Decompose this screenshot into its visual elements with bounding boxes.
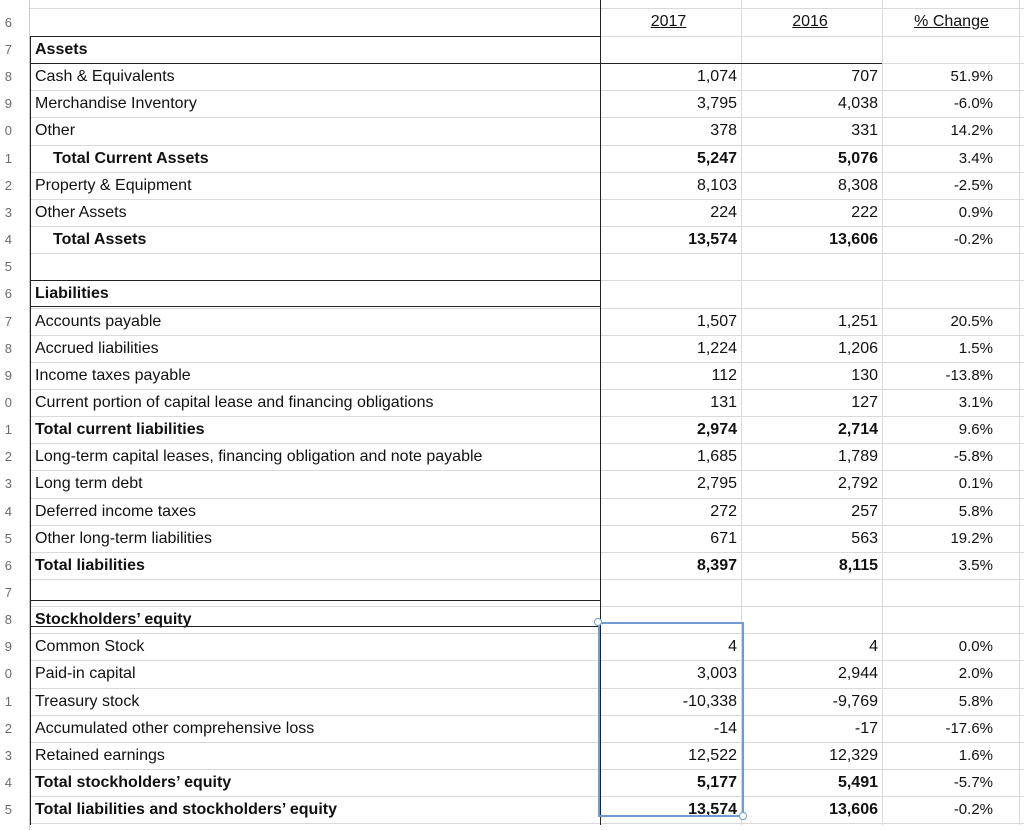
value-pct-change[interactable]: -5.7%: [953, 774, 993, 792]
row-number[interactable]: 0: [4, 666, 12, 682]
value-pct-change[interactable]: -0.2%: [953, 231, 993, 249]
gridline-horizontal: [30, 823, 1024, 824]
value-pct-change[interactable]: 3.5%: [958, 556, 993, 574]
row-label[interactable]: Property & Equipment: [35, 176, 192, 194]
row-number[interactable]: 6: [4, 14, 12, 30]
gridline-horizontal: [30, 579, 1024, 580]
row-label[interactable]: Long-term capital leases, financing obligation and note payable: [35, 448, 483, 466]
value-2016[interactable]: 13,606: [829, 231, 878, 249]
row-number[interactable]: 7: [4, 313, 12, 329]
gridline-horizontal: [30, 8, 1024, 9]
row-label[interactable]: Total liabilities: [35, 556, 145, 574]
value-pct-change[interactable]: 2.0%: [958, 665, 993, 683]
value-2016[interactable]: 707: [851, 68, 878, 86]
value-2016[interactable]: -17: [854, 719, 878, 737]
row-label[interactable]: Long term debt: [35, 475, 143, 493]
column-header-2016[interactable]: 2016: [792, 13, 828, 30]
row-number[interactable]: 7: [4, 42, 12, 57]
value-pct-change[interactable]: 9.6%: [958, 421, 993, 439]
row-number[interactable]: 9: [4, 639, 12, 655]
equity-top-border: [30, 600, 600, 601]
value-2017[interactable]: 1,224: [696, 339, 737, 357]
value-pct-change[interactable]: 0.9%: [958, 203, 993, 221]
row-label[interactable]: Accumulated other comprehensive loss: [35, 719, 315, 737]
value-2017[interactable]: -10,338: [682, 692, 737, 710]
value-2017[interactable]: 224: [710, 203, 737, 221]
value-2016[interactable]: 257: [851, 502, 878, 520]
value-pct-change[interactable]: 1.6%: [958, 746, 993, 764]
gridline-vertical: [1019, 0, 1020, 825]
liabilities-top-border: [30, 280, 600, 281]
value-2017[interactable]: 272: [710, 502, 737, 520]
value-pct-change[interactable]: 5.8%: [958, 692, 993, 710]
value-pct-change[interactable]: 5.8%: [958, 502, 993, 520]
value-pct-change[interactable]: 14.2%: [950, 122, 993, 140]
row-number[interactable]: 3: [4, 476, 12, 492]
selection-handle-top-left[interactable]: [594, 618, 602, 626]
row-label[interactable]: Retained earnings: [35, 746, 165, 764]
assets-header-border: [30, 63, 600, 64]
row-number[interactable]: 8: [4, 69, 12, 85]
values-header-border: [600, 63, 882, 64]
row-number[interactable]: 3: [4, 747, 12, 763]
row-label[interactable]: Other long-term liabilities: [35, 529, 212, 547]
value-2017[interactable]: 8,397: [696, 556, 737, 574]
column-header-pct-change[interactable]: % Change: [914, 13, 989, 30]
value-pct-change[interactable]: -13.8%: [945, 366, 993, 384]
row-label[interactable]: Common Stock: [35, 638, 145, 656]
row-label[interactable]: Cash & Equivalents: [35, 68, 175, 86]
row-number[interactable]: 7: [4, 585, 12, 600]
value-pct-change[interactable]: -0.2%: [953, 801, 993, 819]
equity-header-border: [30, 626, 600, 627]
value-2016[interactable]: 2,792: [837, 475, 878, 493]
row-number[interactable]: 9: [4, 367, 12, 383]
value-pct-change[interactable]: -2.5%: [953, 176, 993, 194]
value-2017[interactable]: 3,003: [696, 665, 737, 683]
value-2017[interactable]: 1,507: [696, 312, 737, 330]
row-label[interactable]: Paid-in capital: [35, 665, 136, 683]
value-2016[interactable]: 4,038: [837, 95, 878, 113]
row-label[interactable]: Liabilities: [35, 285, 109, 303]
row-number[interactable]: 8: [4, 340, 12, 356]
value-2017[interactable]: -14: [713, 719, 737, 737]
row-number[interactable]: 5: [4, 259, 12, 275]
label-left-border: [30, 36, 31, 825]
row-number[interactable]: 1: [4, 693, 12, 709]
value-pct-change[interactable]: 0.1%: [958, 475, 993, 493]
value-2016[interactable]: 127: [851, 393, 878, 411]
value-2016[interactable]: 130: [851, 366, 878, 384]
value-2016[interactable]: 563: [851, 529, 878, 547]
value-pct-change[interactable]: 3.1%: [958, 393, 993, 411]
value-2016[interactable]: 1,206: [837, 339, 878, 357]
row-label[interactable]: Total stockholders’ equity: [35, 774, 232, 792]
row-number[interactable]: 1: [4, 422, 12, 438]
value-2017[interactable]: 12,522: [688, 746, 737, 764]
value-pct-change[interactable]: -17.6%: [945, 719, 993, 737]
value-pct-change[interactable]: 0.0%: [958, 638, 993, 656]
row-number[interactable]: 5: [4, 530, 12, 546]
value-2017[interactable]: 5,177: [696, 774, 737, 792]
row-number[interactable]: 3: [4, 204, 12, 220]
row-label[interactable]: Accrued liabilities: [35, 339, 159, 357]
value-2017[interactable]: 2,974: [696, 421, 737, 439]
value-2017[interactable]: 2,795: [696, 475, 737, 493]
value-2016[interactable]: 331: [851, 122, 878, 140]
selection-handle-bottom-right[interactable]: [739, 812, 747, 820]
row-label[interactable]: Merchandise Inventory: [35, 95, 197, 113]
value-2017[interactable]: 112: [711, 366, 737, 384]
value-2017[interactable]: 13,574: [688, 231, 737, 249]
value-2016[interactable]: 2,714: [837, 421, 878, 439]
value-2016[interactable]: 1,251: [837, 312, 878, 330]
row-label[interactable]: Total Assets: [53, 231, 147, 249]
row-number[interactable]: 0: [4, 123, 12, 139]
value-2017[interactable]: 671: [710, 529, 737, 547]
row-label[interactable]: Accounts payable: [35, 312, 162, 330]
row-number[interactable]: 9: [4, 96, 12, 112]
value-2017[interactable]: 5,247: [696, 149, 737, 167]
row-number[interactable]: 4: [4, 503, 12, 519]
value-2016[interactable]: 2,944: [837, 665, 878, 683]
value-2016[interactable]: 1,789: [837, 448, 878, 466]
value-2017[interactable]: 1,685: [696, 448, 737, 466]
row-number[interactable]: 6: [4, 557, 12, 573]
row-number[interactable]: 8: [4, 612, 12, 628]
value-2017[interactable]: 4: [728, 638, 737, 656]
value-2017[interactable]: 1,074: [696, 68, 737, 86]
row-label[interactable]: Total current liabilities: [35, 421, 205, 439]
row-number[interactable]: 4: [4, 775, 12, 791]
row-label[interactable]: Total liabilities and stockholders’ equity: [35, 801, 337, 819]
value-pct-change[interactable]: 51.9%: [950, 68, 993, 86]
value-2016[interactable]: 12,329: [829, 746, 878, 764]
value-pct-change[interactable]: 19.2%: [950, 529, 993, 547]
row-number[interactable]: 6: [4, 286, 12, 302]
row-label[interactable]: Other Assets: [35, 203, 127, 221]
row-label[interactable]: Treasury stock: [35, 692, 140, 710]
value-pct-change[interactable]: -5.8%: [953, 448, 993, 466]
value-pct-change[interactable]: 3.4%: [958, 149, 993, 167]
value-2016[interactable]: 4: [869, 638, 878, 656]
value-2016[interactable]: 8,115: [838, 556, 878, 574]
row-number[interactable]: 5: [4, 802, 12, 818]
row-number[interactable]: 1: [4, 150, 12, 166]
selection-range[interactable]: [598, 622, 744, 817]
row-label[interactable]: Total Current Assets: [53, 149, 209, 167]
row-label[interactable]: Other: [35, 122, 76, 140]
value-2017[interactable]: 3,795: [696, 95, 737, 113]
value-pct-change[interactable]: -6.0%: [953, 95, 993, 113]
gridline-horizontal: [30, 253, 1024, 254]
value-2017[interactable]: 13,574: [688, 801, 737, 819]
row-label[interactable]: Income taxes payable: [35, 366, 191, 384]
row-label[interactable]: Current portion of capital lease and financing obligations: [35, 393, 434, 411]
value-2016[interactable]: 13,606: [829, 801, 878, 819]
assets-top-border: [30, 36, 600, 37]
row-label[interactable]: Stockholders’ equity: [35, 611, 192, 629]
row-number[interactable]: 2: [4, 449, 12, 465]
row-number[interactable]: 2: [4, 720, 12, 736]
value-2016[interactable]: 222: [851, 203, 878, 221]
column-header-2017[interactable]: 2017: [650, 13, 687, 30]
value-2016[interactable]: -9,769: [832, 692, 878, 710]
value-pct-change[interactable]: 20.5%: [950, 312, 993, 330]
row-label[interactable]: Assets: [35, 41, 88, 58]
value-2016[interactable]: 5,491: [837, 774, 878, 792]
liabilities-header-border: [30, 306, 600, 307]
row-number[interactable]: 0: [4, 394, 12, 410]
value-2016[interactable]: 5,076: [837, 149, 878, 167]
row-number[interactable]: 4: [4, 232, 12, 248]
value-2017[interactable]: 378: [710, 122, 737, 140]
value-2016[interactable]: 8,308: [837, 176, 878, 194]
value-2017[interactable]: 131: [710, 393, 737, 411]
row-label[interactable]: Deferred income taxes: [35, 502, 196, 520]
value-pct-change[interactable]: 1.5%: [958, 339, 993, 357]
row-number[interactable]: 2: [4, 177, 12, 193]
value-2017[interactable]: 8,103: [696, 176, 737, 194]
